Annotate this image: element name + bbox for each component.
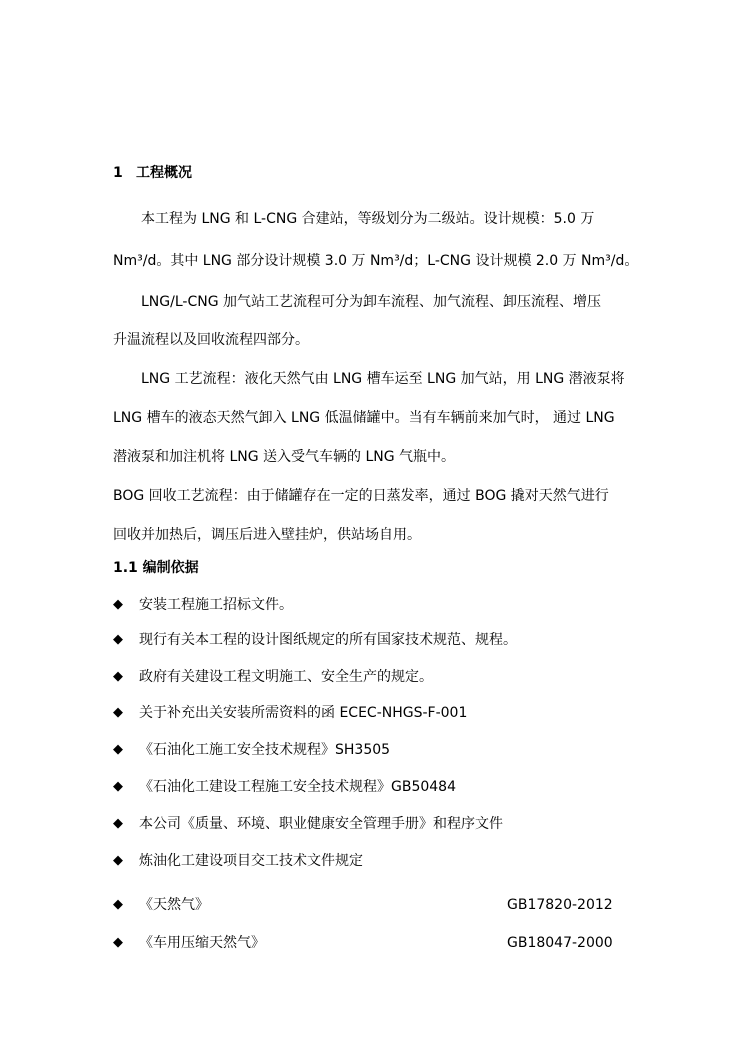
list-item — [113, 934, 265, 954]
paragraph-line: 回收并加热后，调压后进入壁挂炉，供站场自用。 — [113, 527, 421, 543]
list-item-text: 《车用压缩天然气》 — [139, 935, 265, 951]
diamond-bullet-icon: ◆ — [113, 669, 123, 684]
list-item-text: 本公司《质量、环境、职业健康安全管理手册》和程序文件 — [139, 816, 503, 832]
list-item-text: 《天然气》 — [139, 897, 209, 913]
diamond-bullet-icon: ◆ — [113, 632, 123, 647]
list-item-text: 炼油化工建设项目交工技术文件规定 — [139, 853, 363, 869]
subsection-title: 1.1 编制依据 — [113, 560, 199, 576]
paragraph-line: LNG 槽车的液态天然气卸入 LNG 低温储罐中。当有车辆前来加气时， 通过 LNG — [113, 410, 615, 426]
paragraph-line: 潜液泵和加注机将 LNG 送入受气车辆的 LNG 气瓶中。 — [113, 449, 456, 465]
diamond-bullet-icon: ◆ — [113, 935, 123, 950]
list-item-text: 《石油化工建设工程施工安全技术规程》GB50484 — [139, 779, 456, 795]
list-item — [113, 741, 390, 761]
section-number: 1 — [113, 165, 123, 181]
diamond-bullet-icon: ◆ — [113, 853, 123, 868]
diamond-bullet-icon: ◆ — [113, 779, 123, 794]
diamond-bullet-icon: ◆ — [113, 742, 123, 757]
list-item — [113, 668, 433, 688]
list-item-text: 现行有关本工程的设计图纸规定的所有国家技术规范、规程。 — [139, 632, 517, 648]
paragraph-line: LNG 工艺流程：液化天然气由 LNG 槽车运至 LNG 加气站，用 LNG 潜液泵将 — [141, 371, 625, 387]
section-title: 工程概况 — [136, 165, 192, 181]
standard-code: GB18047-2000 — [507, 935, 613, 951]
list-item-text: 关于补充出关安装所需资料的函 ECEC-NHGS-F-001 — [139, 705, 468, 721]
list-item-text: 安装工程施工招标文件。 — [139, 597, 293, 613]
list-item — [113, 852, 363, 872]
paragraph-line: BOG 回收工艺流程：由于储罐存在一定的日蒸发率，通过 BOG 撬对天然气进行 — [113, 488, 609, 504]
list-item — [113, 896, 209, 916]
paragraph-line: 升温流程以及回收流程四部分。 — [113, 332, 309, 348]
list-item — [113, 815, 503, 835]
list-item — [113, 596, 293, 616]
diamond-bullet-icon: ◆ — [113, 705, 123, 720]
paragraph-line: LNG/L-CNG 加气站工艺流程可分为卸车流程、加气流程、卸压流程、增压 — [141, 294, 601, 310]
standard-code: GB17820-2012 — [507, 897, 613, 913]
list-item — [113, 778, 456, 798]
list-item-text: 政府有关建设工程文明施工、安全生产的规定。 — [139, 669, 433, 685]
paragraph-line: Nm³/d。其中 LNG 部分设计规模 3.0 万 Nm³/d；L-CNG 设计规模 2.0 万 Nm³/d。 — [113, 253, 639, 269]
diamond-bullet-icon: ◆ — [113, 597, 123, 612]
diamond-bullet-icon: ◆ — [113, 897, 123, 912]
list-item — [113, 631, 517, 651]
diamond-bullet-icon: ◆ — [113, 816, 123, 831]
paragraph-line: 本工程为 LNG 和 L-CNG 合建站，等级划分为二级站。设计规模：5.0 万 — [141, 211, 595, 227]
list-item-text: 《石油化工施工安全技术规程》SH3505 — [139, 742, 391, 758]
list-item — [113, 704, 467, 724]
